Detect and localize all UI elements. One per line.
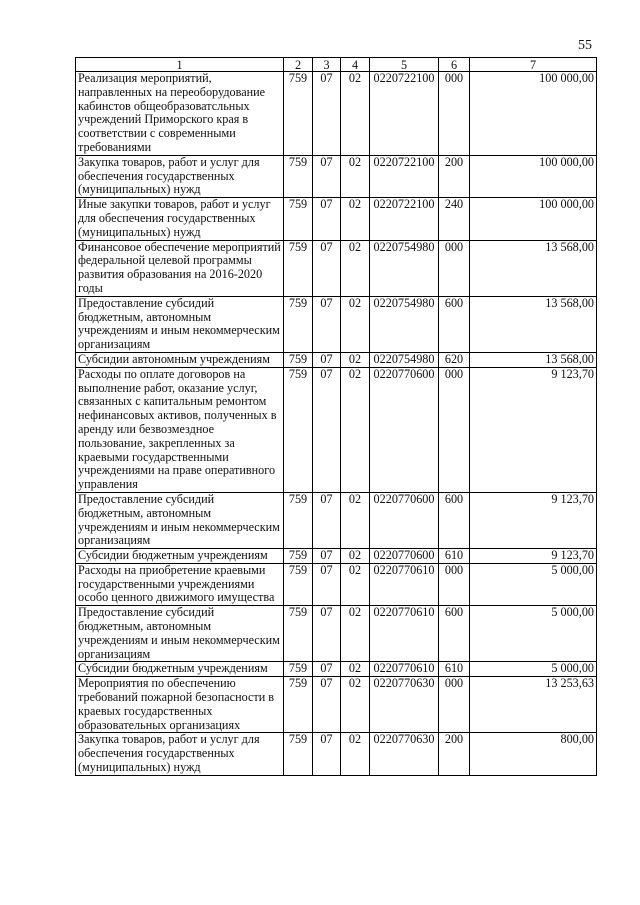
amount-cell: 5 000,00: [470, 606, 597, 662]
amount-cell: 100 000,00: [470, 72, 597, 156]
ministry-code-cell: 759: [284, 296, 313, 352]
amount-cell: 5 000,00: [470, 563, 597, 605]
expense-type-cell: 620: [439, 352, 470, 367]
column-header: 2: [284, 58, 313, 72]
expense-type-cell: 000: [439, 367, 470, 492]
header-row: [76, 58, 597, 72]
target-article-cell: 0220722100: [370, 155, 439, 197]
table-row: [76, 352, 597, 367]
item-name-cell: Предоставление субсидий бюджетным, автономным учреждениям и иным некоммерческим организациям: [76, 492, 284, 548]
expense-type-cell: 600: [439, 606, 470, 662]
amount-cell: 13 568,00: [470, 240, 597, 296]
ministry-code-cell: 759: [284, 662, 313, 677]
table-row: [76, 606, 597, 662]
expense-type-cell: 600: [439, 296, 470, 352]
item-name-cell: Финансовое обеспечение мероприятий федеральной целевой программы развития образования на 2016-2020 годы: [76, 240, 284, 296]
ministry-code-cell: 759: [284, 492, 313, 548]
column-header: 7: [470, 58, 597, 72]
target-article-cell: 0220754980: [370, 240, 439, 296]
target-article-cell: 0220770600: [370, 367, 439, 492]
column-header: 3: [313, 58, 341, 72]
item-name-cell: Предоставление субсидий бюджетным, автономным учреждениям и иным некоммерческим организациям: [76, 296, 284, 352]
section-code-cell: 07: [313, 563, 341, 605]
amount-cell: 100 000,00: [470, 155, 597, 197]
amount-cell: 5 000,00: [470, 662, 597, 677]
subsection-code-cell: 02: [341, 662, 370, 677]
ministry-code-cell: 759: [284, 155, 313, 197]
table-row: [76, 492, 597, 548]
column-header: 5: [370, 58, 439, 72]
table-row: [76, 296, 597, 352]
subsection-code-cell: 02: [341, 677, 370, 733]
ministry-code-cell: 759: [284, 240, 313, 296]
subsection-code-cell: 02: [341, 563, 370, 605]
amount-cell: 100 000,00: [470, 198, 597, 240]
ministry-code-cell: 759: [284, 198, 313, 240]
amount-cell: 800,00: [470, 733, 597, 775]
target-article-cell: 0220770600: [370, 492, 439, 548]
section-code-cell: 07: [313, 198, 341, 240]
target-article-cell: 0220770610: [370, 662, 439, 677]
section-code-cell: 07: [313, 662, 341, 677]
subsection-code-cell: 02: [341, 296, 370, 352]
subsection-code-cell: 02: [341, 367, 370, 492]
target-article-cell: 0220754980: [370, 296, 439, 352]
table-row: [76, 563, 597, 605]
target-article-cell: 0220722100: [370, 198, 439, 240]
section-code-cell: 07: [313, 240, 341, 296]
section-code-cell: 07: [313, 549, 341, 564]
target-article-cell: 0220770610: [370, 563, 439, 605]
ministry-code-cell: 759: [284, 549, 313, 564]
expense-type-cell: 000: [439, 563, 470, 605]
item-name-cell: Предоставление субсидий бюджетным, автономным учреждениям и иным некоммерческим организациям: [76, 606, 284, 662]
section-code-cell: 07: [313, 155, 341, 197]
table-row: [76, 198, 597, 240]
section-code-cell: 07: [313, 606, 341, 662]
item-name-cell: Субсидии бюджетным учреждениям: [76, 549, 284, 564]
table-row: [76, 155, 597, 197]
section-code-cell: 07: [313, 677, 341, 733]
table-row: [76, 367, 597, 492]
ministry-code-cell: 759: [284, 563, 313, 605]
expense-type-cell: 200: [439, 733, 470, 775]
ministry-code-cell: 759: [284, 677, 313, 733]
target-article-cell: 0220754980: [370, 352, 439, 367]
column-header: 1: [76, 58, 284, 72]
subsection-code-cell: 02: [341, 198, 370, 240]
section-code-cell: 07: [313, 492, 341, 548]
section-code-cell: 07: [313, 352, 341, 367]
section-code-cell: 07: [313, 367, 341, 492]
target-article-cell: 0220722100: [370, 72, 439, 156]
expense-type-cell: 200: [439, 155, 470, 197]
column-header: 4: [341, 58, 370, 72]
subsection-code-cell: 02: [341, 606, 370, 662]
ministry-code-cell: 759: [284, 352, 313, 367]
expense-type-cell: 000: [439, 72, 470, 156]
page-number: 55: [578, 38, 592, 53]
amount-cell: 13 568,00: [470, 296, 597, 352]
subsection-code-cell: 02: [341, 240, 370, 296]
table-row: [76, 733, 597, 775]
table-body: [76, 72, 597, 776]
budget-table: [75, 57, 597, 776]
table-row: [76, 549, 597, 564]
item-name-cell: Закупка товаров, работ и услуг для обеспечения государственных (муниципальных) нужд: [76, 155, 284, 197]
subsection-code-cell: 02: [341, 549, 370, 564]
target-article-cell: 0220770630: [370, 677, 439, 733]
table-row: [76, 662, 597, 677]
expense-type-cell: 600: [439, 492, 470, 548]
ministry-code-cell: 759: [284, 72, 313, 156]
amount-cell: 9 123,70: [470, 549, 597, 564]
amount-cell: 9 123,70: [470, 492, 597, 548]
table-row: [76, 677, 597, 733]
section-code-cell: 07: [313, 296, 341, 352]
item-name-cell: Закупка товаров, работ и услуг для обеспечения государственных (муниципальных) нужд: [76, 733, 284, 775]
item-name-cell: Расходы на приобретение краевыми государственными учреждениями особо ценного движимого имущества: [76, 563, 284, 605]
ministry-code-cell: 759: [284, 733, 313, 775]
expense-type-cell: 610: [439, 549, 470, 564]
subsection-code-cell: 02: [341, 492, 370, 548]
item-name-cell: Мероприятия по обеспечению требований пожарной безопасности в краевых государственных образовательных организациях: [76, 677, 284, 733]
expense-type-cell: 000: [439, 677, 470, 733]
subsection-code-cell: 02: [341, 352, 370, 367]
table-row: [76, 240, 597, 296]
item-name-cell: Расходы по оплате договоров на выполнение работ, оказание услуг, связанных с капитальным ремонтом нефинансовых активов, полученных в аренду или безвозмездное пользование, закрепленных за краевыми государственными учреждениями на праве оперативного управления: [76, 367, 284, 492]
section-code-cell: 07: [313, 72, 341, 156]
target-article-cell: 0220770630: [370, 733, 439, 775]
item-name-cell: Субсидии бюджетным учреждениям: [76, 662, 284, 677]
section-code-cell: 07: [313, 733, 341, 775]
item-name-cell: Субсидии автономным учреждениям: [76, 352, 284, 367]
table-row: [76, 72, 597, 156]
ministry-code-cell: 759: [284, 606, 313, 662]
expense-type-cell: 000: [439, 240, 470, 296]
column-header: 6: [439, 58, 470, 72]
ministry-code-cell: 759: [284, 367, 313, 492]
expense-type-cell: 610: [439, 662, 470, 677]
subsection-code-cell: 02: [341, 72, 370, 156]
target-article-cell: 0220770610: [370, 606, 439, 662]
target-article-cell: 0220770600: [370, 549, 439, 564]
expense-type-cell: 240: [439, 198, 470, 240]
subsection-code-cell: 02: [341, 733, 370, 775]
item-name-cell: Иные закупки товаров, работ и услуг для обеспечения государственных (муниципальных) нужд: [76, 198, 284, 240]
amount-cell: 13 568,00: [470, 352, 597, 367]
amount-cell: 13 253,63: [470, 677, 597, 733]
subsection-code-cell: 02: [341, 155, 370, 197]
amount-cell: 9 123,70: [470, 367, 597, 492]
item-name-cell: Реализация мероприятий, направленных на переоборудование кабинстов общеобразоватсльных учреждений Приморского края в соответствии с современными требованиями: [76, 72, 284, 156]
